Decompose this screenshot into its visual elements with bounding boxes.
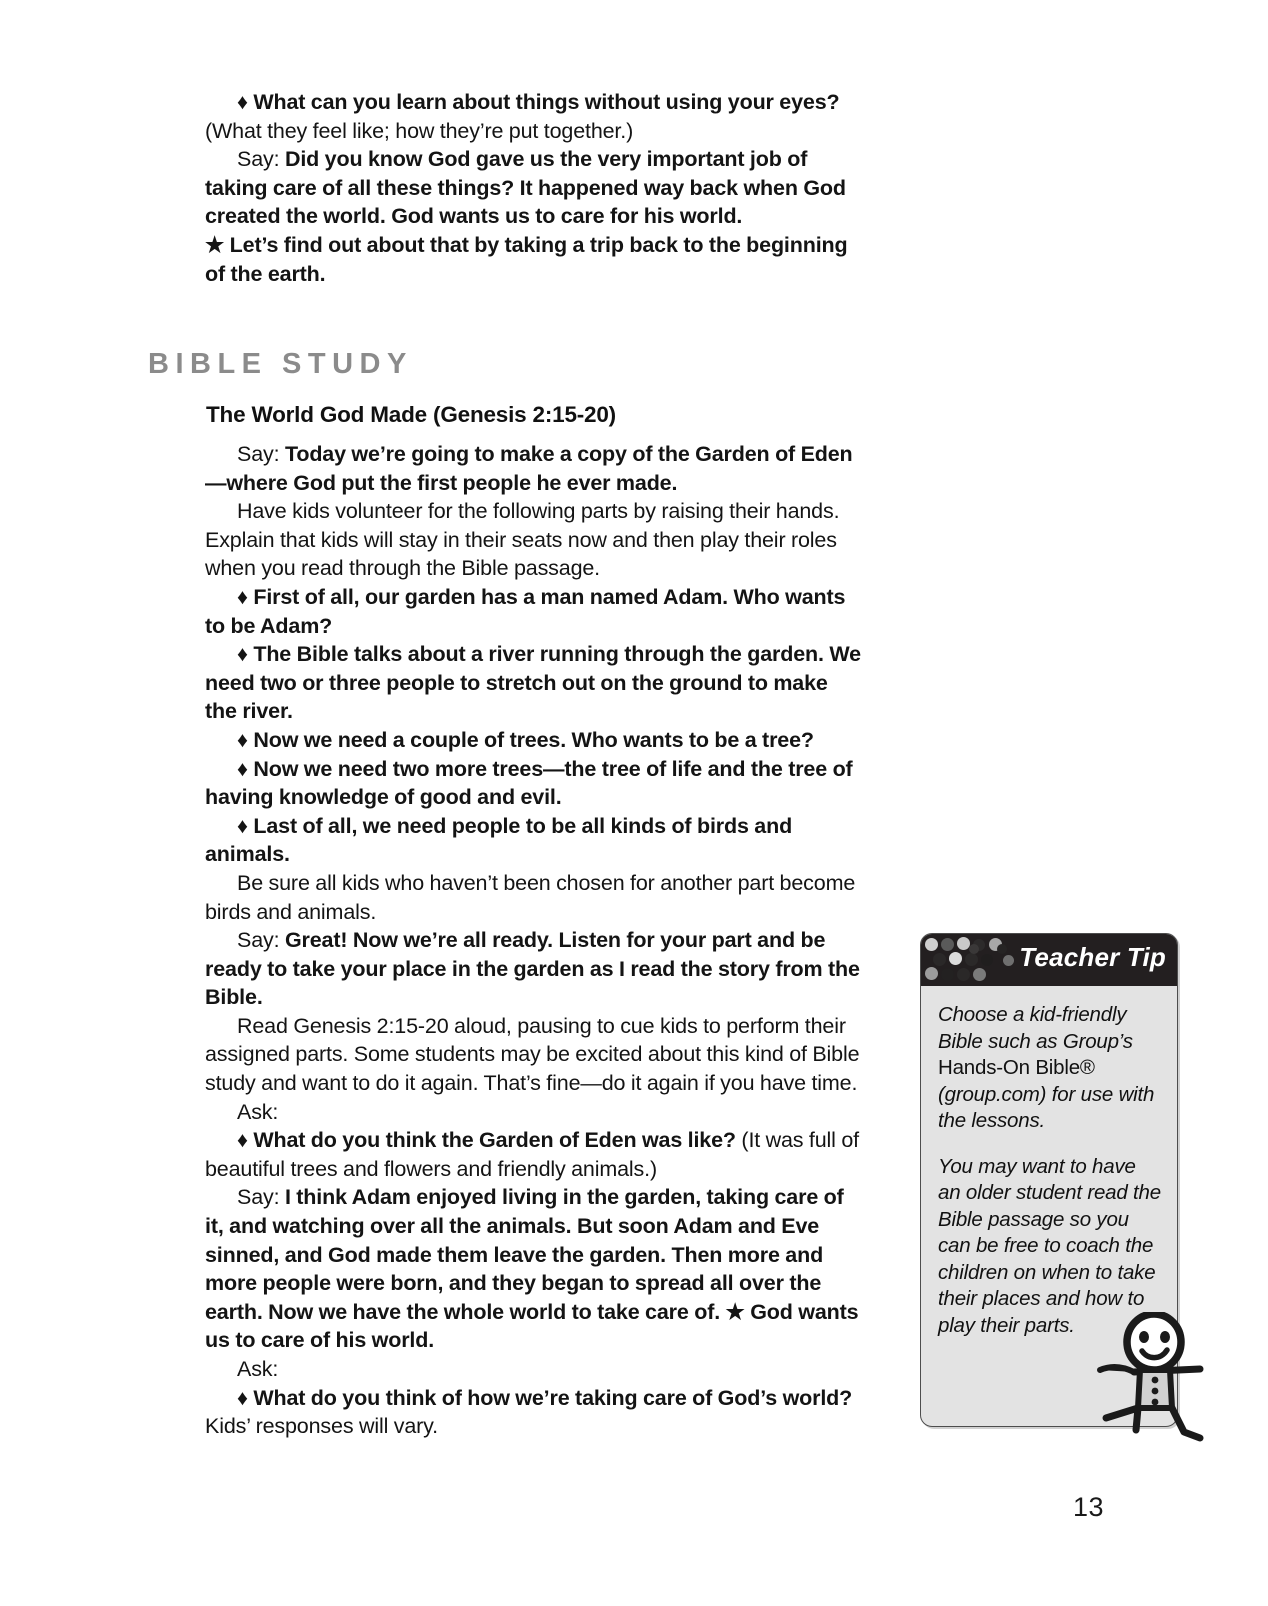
bold-instruction-text: ♦ Now we need two more trees—the tree of life and the tree of having knowledge of good and evil. (205, 756, 853, 810)
bible-study-text-block (205, 440, 865, 1441)
plain-text: Read Genesis 2:15-20 aloud, pausing to cue kids to perform their assigned parts. Some students may be excited about this kind of Bible study and want to do it again. That’s fine—do it again if you have time. (205, 1013, 860, 1096)
body-paragraph (205, 926, 865, 1012)
header-dot (957, 968, 970, 981)
intro-text-block (205, 88, 865, 288)
bold-instruction-text: Today we’re going to make a copy of the Garden of Eden—where God put the first people he ever made. (205, 442, 853, 495)
plain-text: Ask: (237, 1099, 279, 1124)
body-paragraph (205, 583, 865, 640)
body-paragraph (205, 726, 865, 755)
tip-p1-part2: (group.com) for use with the lessons. (938, 1082, 1155, 1132)
plain-text: Be sure all kids who haven’t been chosen for another part become birds and animals. (205, 870, 856, 924)
section-heading-bible-study: BIBLE STUDY (148, 348, 413, 380)
stick-figure-illustration (1096, 1312, 1218, 1444)
lesson-title: The World God Made (Genesis 2:15-20) (206, 402, 616, 427)
header-dot (997, 944, 1007, 954)
say-bold-text: Did you know God gave us the very important job of taking care of all these things? It happened way back when God created the world. God wants us to care for his world. (205, 147, 846, 229)
bold-instruction-text: ♦ The Bible talks about a river running through the garden. We need two or three people to stretch out on the ground to make the river. (205, 642, 861, 724)
body-paragraph (205, 640, 865, 726)
say-label: Say: (237, 1185, 280, 1210)
teacher-tip-header (921, 934, 1177, 986)
header-dot (933, 953, 946, 966)
body-paragraph (205, 1098, 865, 1127)
body-paragraph (205, 755, 865, 812)
body-paragraph (205, 869, 865, 926)
header-dot (941, 968, 954, 981)
tip-p1-part1: Choose a kid-friendly Bible such as Group’s (938, 1003, 1133, 1053)
body-paragraph (205, 1384, 865, 1441)
body-paragraph (205, 812, 865, 869)
body-paragraph (205, 497, 865, 583)
bold-instruction-text: Great! Now we’re all ready. Listen for your part and be ready to take your place in the garden as I read the story from the Bible. (205, 928, 860, 1010)
body-paragraph (205, 1012, 865, 1098)
say-label: Say: (237, 928, 280, 953)
bold-instruction-text: ♦ Last of all, we need people to be all kinds of birds and animals. (205, 813, 793, 867)
teacher-tip-paragraph-1 (938, 1002, 1161, 1135)
say-label: Say: (237, 442, 280, 466)
plain-text: Have kids volunteer for the following parts by raising their hands. Explain that kids will stay in their seats now and then play their roles when you read through the Bible passage. (205, 499, 840, 581)
question-answer-text: (What they feel like; how they’re put together.) (205, 118, 634, 143)
plain-text: Ask: (237, 1357, 279, 1381)
teacher-tip-paragraph-2: You may want to have an older student read the Bible passage so you can be free to coach the children on when to take their places and how to play their parts. (938, 1154, 1161, 1337)
bold-instruction-text: ♦ First of all, our garden has a man named Adam. Who wants to be Adam? (205, 584, 846, 638)
header-dot (949, 952, 962, 965)
star-line-text: ★ Let’s find out about that by taking a trip back to the beginning of the earth. (205, 232, 848, 286)
question-paragraph (205, 88, 865, 145)
header-dot (981, 954, 993, 966)
teacher-tip-title: Teacher Tip (1019, 942, 1166, 972)
body-paragraph (205, 440, 865, 497)
header-dot (925, 967, 938, 980)
header-dot (941, 938, 954, 951)
body-paragraph (205, 1355, 865, 1384)
header-dot (1003, 955, 1014, 966)
say-label: Say: (237, 147, 280, 172)
body-paragraph (205, 1183, 865, 1355)
eye-right (1160, 1331, 1170, 1343)
header-dot (973, 968, 986, 981)
page-number: 13 (1073, 1492, 1105, 1522)
bold-instruction-text: I think Adam enjoyed living in the garden, taking care of it, and watching over all the animals. But soon Adam and Eve sinned, and God made them leave the garden. Then more and more people were born, and they began to spread all over the earth. Now we have the whole world to take care of. ★ God wants us to care of his world. (205, 1185, 859, 1353)
header-dot (925, 938, 938, 951)
question-bold-text: ♦ What can you learn about things without using your eyes? (237, 90, 840, 114)
header-dot (969, 944, 979, 954)
bold-instruction-text: ♦ Now we need a couple of trees. Who wants to be a tree? (237, 727, 814, 752)
plain-text: (It was full of beautiful trees and flowers and friendly animals.) (205, 1128, 859, 1181)
plain-text: Kids’ responses will vary. (205, 1414, 438, 1439)
bold-instruction-text: ♦ What do you think the Garden of Eden was like? (237, 1128, 736, 1153)
say-paragraph (205, 145, 865, 231)
eye-left (1139, 1331, 1149, 1343)
star-paragraph (205, 231, 865, 288)
body-paragraph (205, 1126, 865, 1183)
teacher-tip-body (921, 986, 1177, 1339)
tip-brand-name: Hands-On Bible® (938, 1056, 1095, 1079)
bold-instruction-text: ♦ What do you think of how we’re taking care of God’s world? (237, 1385, 853, 1410)
header-dot (965, 953, 978, 966)
